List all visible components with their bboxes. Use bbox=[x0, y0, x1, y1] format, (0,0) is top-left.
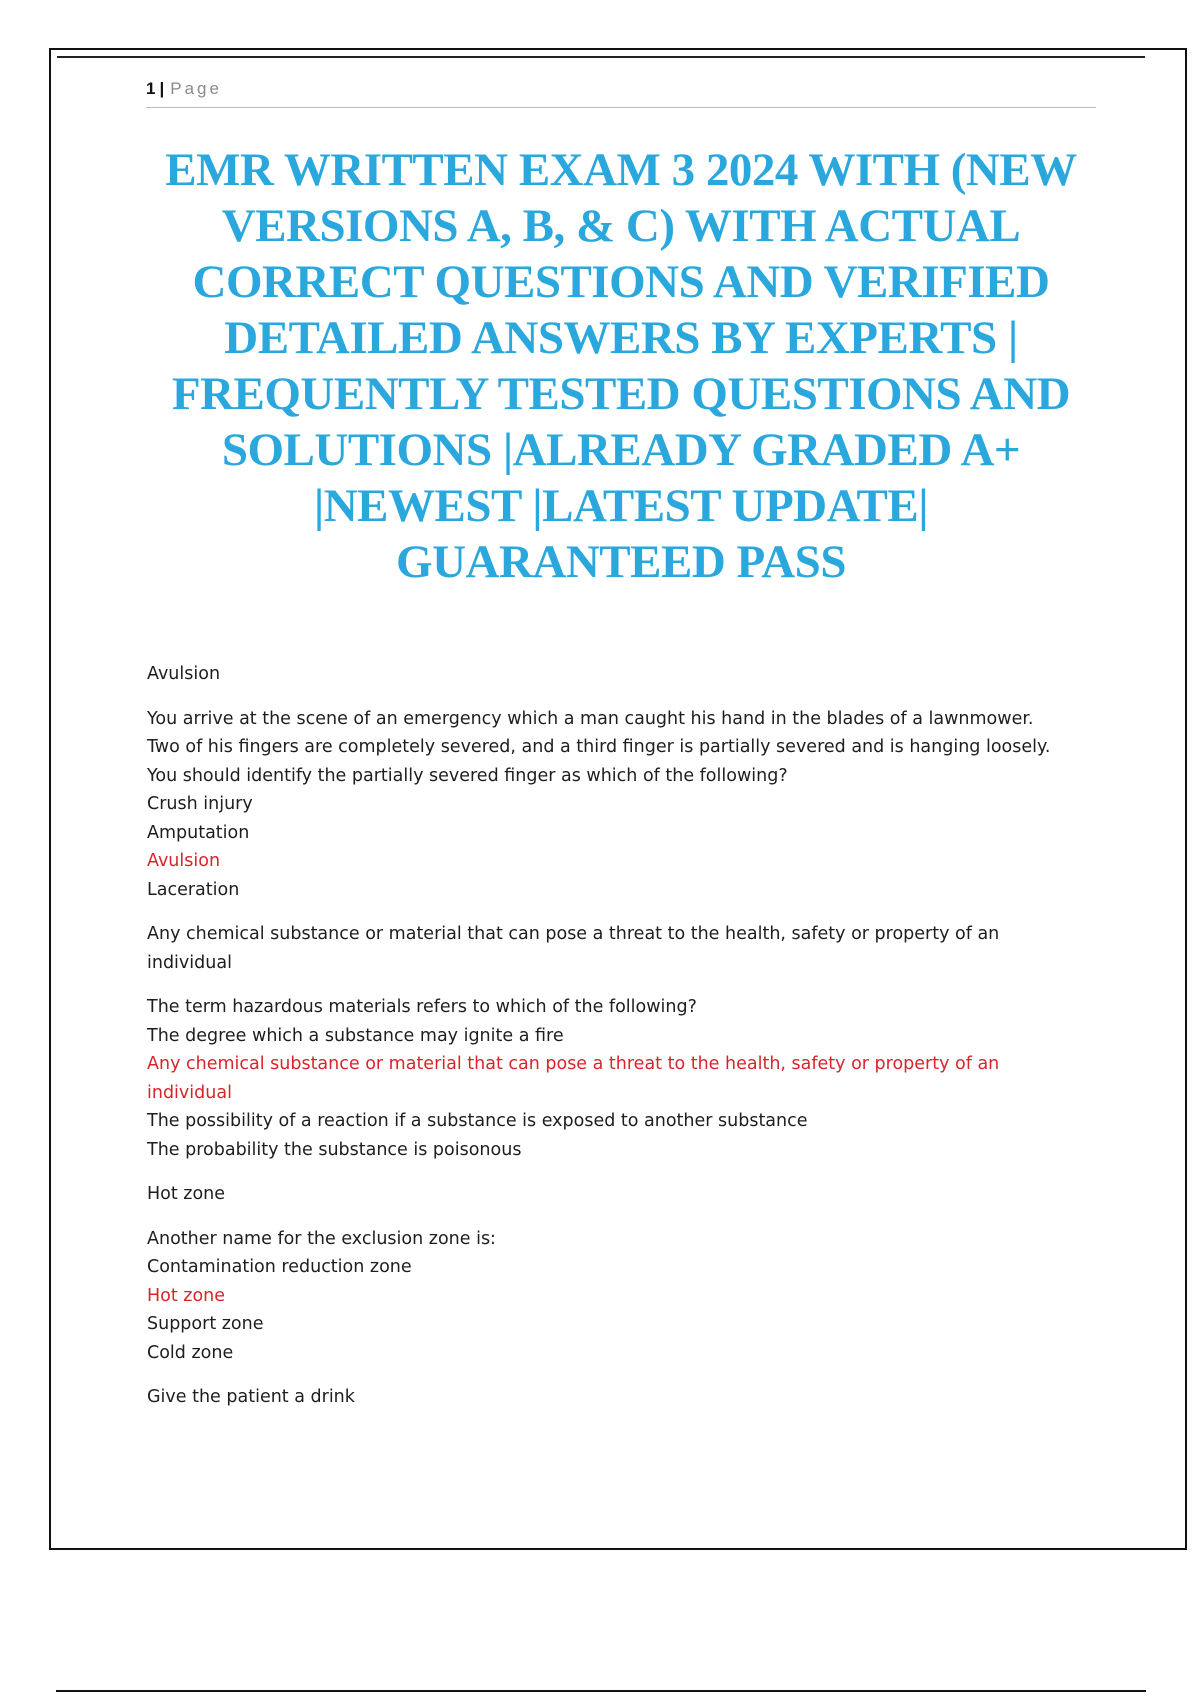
page-number: 1 bbox=[146, 78, 156, 98]
question-text: You should identify the partially severed finger as which of the following? bbox=[147, 765, 788, 786]
document-title: EMR WRITTEN EXAM 3 2024 WITH (NEW VERSIONS A, B, & C) WITH ACTUAL CORRECT QUESTIONS AND VERIFIED DETAILED ANSWERS BY EXPERTS | FREQUENTLY TESTED QUESTIONS AND SOLUTIONS |ALREADY GRADED A+ |NEWEST |LATEST UPDATE| GUARANTEED PASS bbox=[165, 144, 1077, 588]
option: Crush injury bbox=[147, 794, 253, 814]
correct-option: Hot zone bbox=[147, 1285, 226, 1306]
answer-text: Avulsion bbox=[147, 664, 221, 684]
correct-option: Avulsion bbox=[147, 851, 221, 871]
answer-text: Hot zone bbox=[147, 1184, 226, 1204]
answer-text: Give the patient a drink bbox=[147, 1387, 355, 1407]
option: The possibility of a reaction if a substance is exposed to another substance bbox=[147, 1111, 808, 1131]
correct-option: Any chemical substance or material that can pose a threat to the health, safety or property of an individual bbox=[147, 1054, 1000, 1103]
question-text: You arrive at the scene of an emergency which a man caught his hand in the blades of a lawnmower. bbox=[147, 708, 1034, 729]
document-body bbox=[147, 660, 1147, 1428]
page-header bbox=[146, 70, 1096, 108]
page-separator: | bbox=[159, 78, 165, 98]
option: Support zone bbox=[147, 1314, 264, 1334]
answer-line bbox=[147, 660, 1147, 689]
top-border-rule bbox=[57, 56, 1145, 58]
page-frame bbox=[49, 48, 1187, 1550]
option: Cold zone bbox=[147, 1342, 234, 1363]
answer-line bbox=[147, 1180, 1147, 1209]
answer-line bbox=[147, 920, 1147, 977]
option: Amputation bbox=[147, 822, 250, 843]
question-block bbox=[147, 993, 1147, 1164]
answer-text: Any chemical substance or material that can pose a threat to the health, safety or property of an individual bbox=[147, 924, 1000, 973]
option: The probability the substance is poisonous bbox=[147, 1139, 522, 1160]
next-page-border bbox=[56, 1690, 1146, 1692]
answer-line bbox=[147, 1383, 1147, 1412]
question-text: Two of his fingers are completely severed, and a third finger is partially severed and is hanging loosely. bbox=[147, 737, 1051, 757]
question-block bbox=[147, 705, 1147, 905]
question-text: Another name for the exclusion zone is: bbox=[147, 1228, 496, 1249]
option: Laceration bbox=[147, 879, 240, 900]
page-label: Page bbox=[170, 78, 222, 98]
question-text: The term hazardous materials refers to which of the following? bbox=[147, 997, 697, 1017]
option: The degree which a substance may ignite a fire bbox=[147, 1025, 564, 1046]
question-block bbox=[147, 1225, 1147, 1368]
option: Contamination reduction zone bbox=[147, 1257, 412, 1277]
